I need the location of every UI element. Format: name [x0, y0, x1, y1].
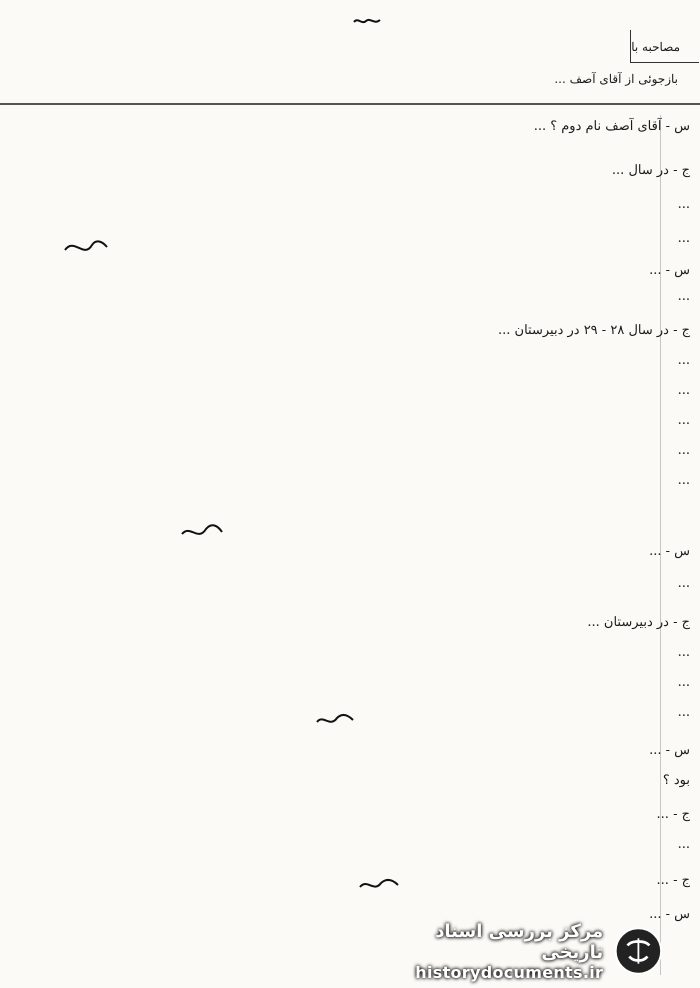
handwritten-line: بود ؟ [662, 773, 690, 788]
signature [315, 710, 355, 730]
watermark-url: historydocuments.ir [415, 962, 604, 982]
document-title: مصاحبه با [631, 40, 680, 54]
signature [358, 875, 400, 895]
watermark-text [389, 921, 603, 982]
handwritten-line: ج - در سال ۲۸ - ۲۹ در دبیرستان ... [498, 323, 690, 338]
document-subtitle: بازجوئی از آقای آصف ... [554, 72, 678, 86]
watermark [389, 922, 664, 980]
signature [180, 520, 225, 542]
handwritten-line: ج - ... [656, 807, 690, 822]
handwritten-line: ... [677, 473, 690, 488]
handwritten-line: س - ... [649, 743, 690, 758]
handwritten-line: ... [677, 837, 690, 852]
handwritten-line: س - ... [649, 907, 690, 922]
watermark-org: مرکز بررسی اسناد تاریخی [435, 920, 604, 963]
handwritten-line: ... [677, 383, 690, 398]
signature [62, 235, 110, 259]
handwritten-line: س - ... [649, 263, 690, 278]
handwritten-line: ج - در سال ... [611, 163, 690, 178]
handwritten-line: ... [677, 675, 690, 690]
handwritten-line: ... [677, 413, 690, 428]
handwritten-line: ... [677, 353, 690, 368]
handwritten-line: ... [677, 231, 690, 246]
handwritten-line: ... [677, 443, 690, 458]
handwritten-line: ... [677, 705, 690, 720]
handwritten-line: ... [677, 576, 690, 591]
handwritten-line: ... [677, 289, 690, 304]
header-divider [0, 103, 700, 105]
handwritten-line: س - ... [649, 544, 690, 559]
handwritten-line: ج - در دبیرستان ... [587, 615, 690, 630]
handwritten-line: ... [677, 197, 690, 212]
handwritten-line: ج - ... [656, 873, 690, 888]
handwritten-line: ... [677, 645, 690, 660]
handwritten-line: س - آقای آصف نام دوم ؟ ... [533, 119, 690, 134]
header-ornament [352, 16, 382, 26]
archive-logo-icon [613, 923, 664, 979]
